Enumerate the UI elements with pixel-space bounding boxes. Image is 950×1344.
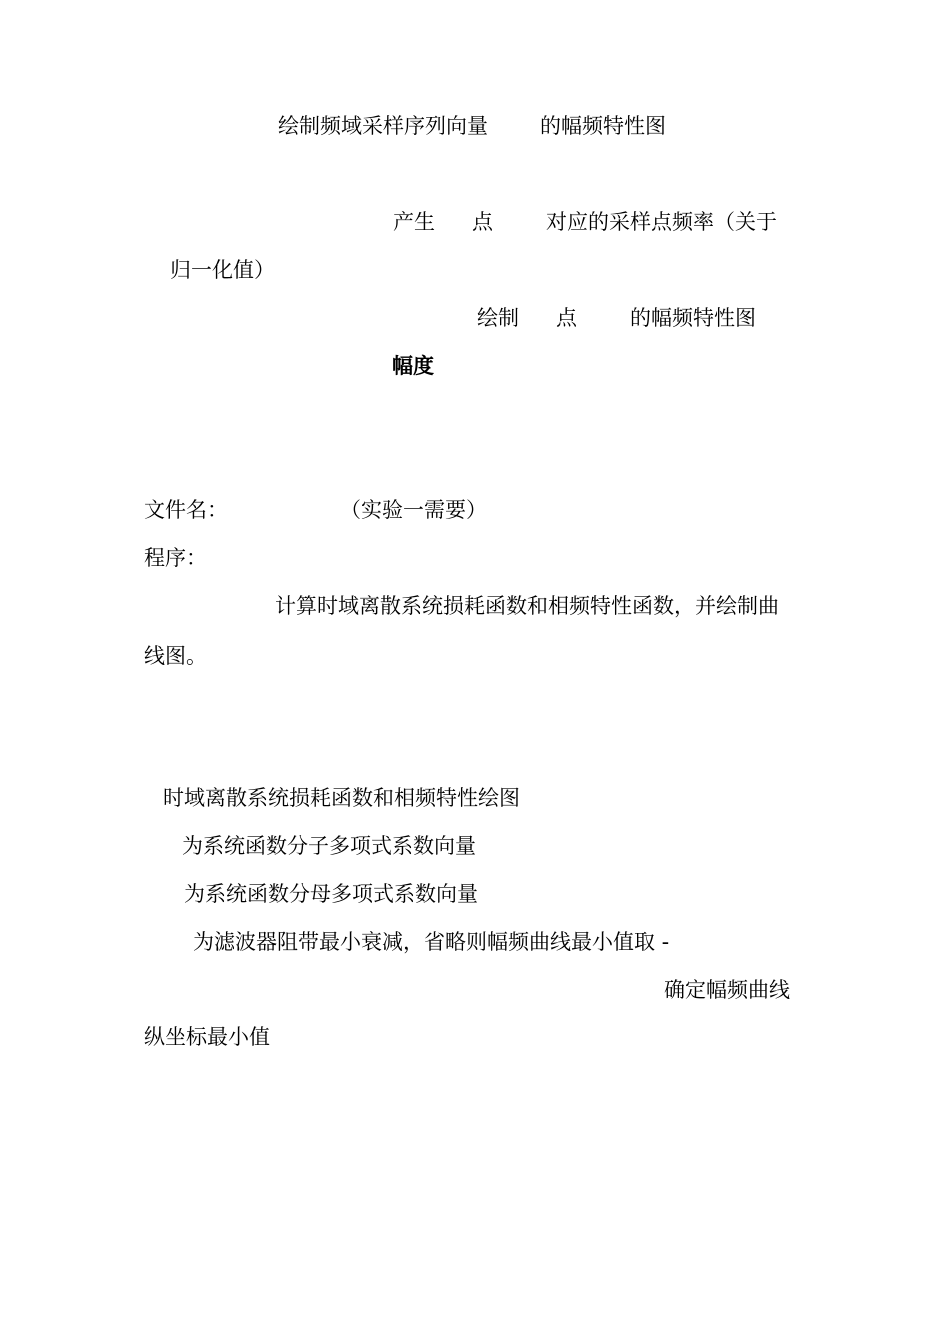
description-line1: 计算时域离散系统损耗函数和相频特性函数，并绘制曲 xyxy=(275,594,779,618)
line4-part3: 的幅频特性图 xyxy=(630,306,756,330)
line4-part2: 点 xyxy=(556,306,577,330)
file-note: （实验一需要） xyxy=(340,498,487,522)
program-label: 程序： xyxy=(144,546,207,570)
comment-line1: 时域离散系统损耗函数和相频特性绘图 xyxy=(163,786,520,810)
comment-line2: 为系统函数分子多项式系数向量 xyxy=(182,834,476,858)
comment-line6: 纵坐标最小值 xyxy=(144,1025,270,1049)
comment-line3: 为系统函数分母多项式系数向量 xyxy=(184,882,478,906)
description-line2: 线图。 xyxy=(144,644,207,668)
line2-part2: 点 xyxy=(472,210,493,234)
line4-part1: 绘制 xyxy=(477,306,519,330)
amplitude-label: 幅度 xyxy=(392,354,434,378)
plot-title-part1: 绘制频域采样序列向量 xyxy=(278,114,488,138)
line3: 归一化值） xyxy=(170,258,275,282)
line2-part3: 对应的采样点频率（关于 xyxy=(546,210,777,234)
comment-line5: 确定幅频曲线 xyxy=(664,978,790,1002)
comment-line4: 为滤波器阻带最小衰减，省略则幅频曲线最小值取 - xyxy=(193,930,670,954)
line2-part1: 产生 xyxy=(393,210,435,234)
plot-title-part2: 的幅频特性图 xyxy=(540,114,666,138)
file-label: 文件名： xyxy=(144,498,228,522)
